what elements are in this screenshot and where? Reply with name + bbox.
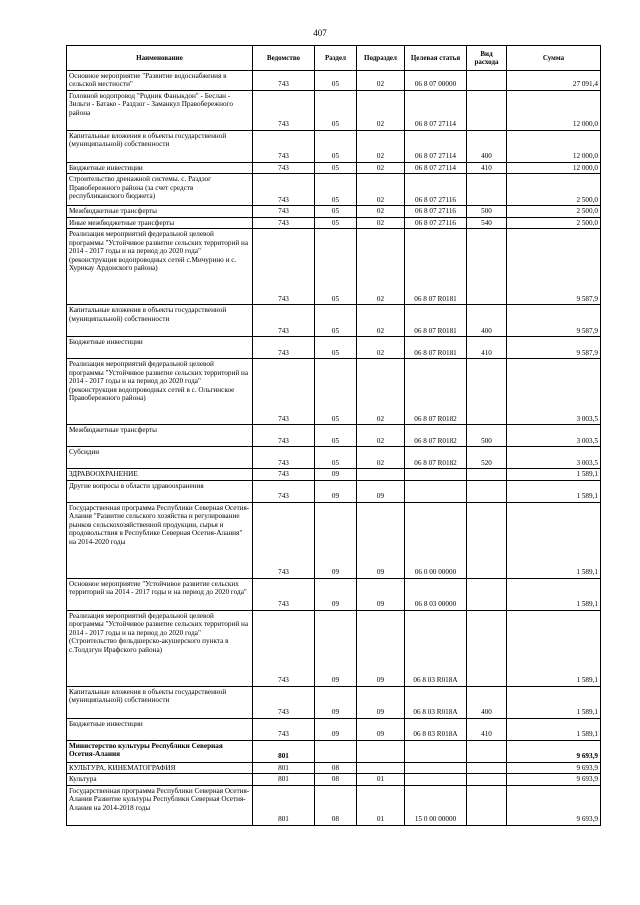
cell-vedomstvo: 743 [253, 578, 315, 610]
page-number: 407 [313, 28, 327, 38]
cell-podrazdel: 02 [357, 206, 405, 217]
cell-razdel: 05 [315, 90, 357, 130]
cell-name: Иные межбюджетные трансферты [67, 217, 253, 228]
header-statya: Целевая статья [405, 46, 467, 71]
cell-vedomstvo: 743 [253, 610, 315, 686]
cell-statya: 06 8 03 R018A [405, 610, 467, 686]
table-row [67, 740, 601, 762]
cell-vid: 400 [467, 130, 507, 162]
table-row [67, 502, 601, 578]
cell-vid: 500 [467, 425, 507, 447]
table-row [67, 762, 601, 773]
cell-razdel: 05 [315, 359, 357, 425]
cell-vedomstvo: 743 [253, 718, 315, 740]
cell-razdel: 05 [315, 305, 357, 337]
cell-razdel: 09 [315, 502, 357, 578]
cell-podrazdel: 09 [357, 578, 405, 610]
cell-razdel: 05 [315, 229, 357, 305]
cell-summa: 1 589,1 [507, 469, 601, 480]
cell-name: Головной водопровод "Родник Фаныкдон" - Беслан - Зильги - Батако - Раздзог - Заманкул Правобережного района [67, 90, 253, 130]
table-row [67, 686, 601, 718]
cell-vid: 410 [467, 162, 507, 173]
cell-name: Реализация мероприятий федеральной целевой программы "Устойчивое развитие сельских территорий на 2014 - 2017 годы и на период до 2020 года" (реконструкция водопроводных сетей в с. Ольгинское Правобережного района) [67, 359, 253, 425]
cell-vid: 520 [467, 447, 507, 469]
cell-vid [467, 610, 507, 686]
cell-name: Бюджетные инвестиции [67, 718, 253, 740]
cell-razdel: 05 [315, 130, 357, 162]
cell-name: Культура [67, 774, 253, 785]
cell-vid [467, 174, 507, 206]
cell-name: Капитальные вложения в объекты государственной (муниципальной) собственности [67, 305, 253, 337]
cell-vedomstvo: 743 [253, 229, 315, 305]
table-row [67, 718, 601, 740]
cell-vedomstvo: 743 [253, 305, 315, 337]
cell-razdel: 05 [315, 206, 357, 217]
cell-statya: 06 8 07 27116 [405, 217, 467, 228]
cell-podrazdel: 01 [357, 774, 405, 785]
cell-podrazdel: 09 [357, 686, 405, 718]
cell-podrazdel: 02 [357, 217, 405, 228]
cell-name: Бюджетные инвестиции [67, 162, 253, 173]
cell-vedomstvo: 743 [253, 502, 315, 578]
table-body [67, 71, 601, 826]
cell-vid [467, 762, 507, 773]
cell-vid [467, 71, 507, 91]
cell-vid [467, 480, 507, 502]
cell-podrazdel [357, 740, 405, 762]
cell-statya: 06 8 07 27114 [405, 90, 467, 130]
cell-summa: 12 000,0 [507, 162, 601, 173]
table-row [67, 229, 601, 305]
cell-razdel: 05 [315, 162, 357, 173]
cell-summa: 2 500,0 [507, 174, 601, 206]
cell-summa: 9 693,9 [507, 740, 601, 762]
cell-summa: 2 500,0 [507, 206, 601, 217]
cell-podrazdel: 02 [357, 71, 405, 91]
cell-name: Строительство дренажной системы. с. Раздзог Правобережного района (за счет средств республиканского бюджета) [67, 174, 253, 206]
cell-statya: 06 8 07 R0181 [405, 305, 467, 337]
cell-name: Основное мероприятие "Развитие водоснабжения в сельской местности" [67, 71, 253, 91]
table-row [67, 785, 601, 825]
cell-razdel: 05 [315, 337, 357, 359]
cell-statya: 06 8 07 R0182 [405, 359, 467, 425]
cell-statya: 06 8 03 R018A [405, 686, 467, 718]
cell-razdel: 05 [315, 425, 357, 447]
cell-summa: 1 589,1 [507, 480, 601, 502]
cell-summa: 9 587,9 [507, 229, 601, 305]
cell-name: Реализация мероприятий федеральной целевой программы "Устойчивое развитие сельских территорий на 2014 - 2017 годы и на период до 2020 года" (реконструкция водопроводных сетей с.Мичурино и с. Хурикау Ардонского района) [67, 229, 253, 305]
cell-statya [405, 469, 467, 480]
cell-razdel: 09 [315, 610, 357, 686]
table-row [67, 174, 601, 206]
cell-vid: 410 [467, 718, 507, 740]
table-row [67, 162, 601, 173]
header-vedomstvo: Ведомство [253, 46, 315, 71]
cell-vid: 500 [467, 206, 507, 217]
cell-vedomstvo: 743 [253, 447, 315, 469]
table-row [67, 425, 601, 447]
cell-vid: 410 [467, 337, 507, 359]
cell-statya: 06 8 07 00000 [405, 71, 467, 91]
table-row [67, 217, 601, 228]
cell-vid: 540 [467, 217, 507, 228]
table-row [67, 130, 601, 162]
cell-podrazdel: 02 [357, 305, 405, 337]
cell-name: ЗДРАВООХРАНЕНИЕ [67, 469, 253, 480]
cell-summa: 1 589,1 [507, 610, 601, 686]
cell-razdel: 09 [315, 480, 357, 502]
cell-name: КУЛЬТУРА, КИНЕМАТОГРАФИЯ [67, 762, 253, 773]
cell-podrazdel: 02 [357, 90, 405, 130]
table-row [67, 90, 601, 130]
cell-summa: 3 003,5 [507, 425, 601, 447]
cell-summa: 12 000,0 [507, 130, 601, 162]
cell-statya: 06 8 07 27114 [405, 130, 467, 162]
cell-podrazdel: 02 [357, 174, 405, 206]
cell-summa: 2 500,0 [507, 217, 601, 228]
cell-statya: 06 8 07 27114 [405, 162, 467, 173]
cell-vedomstvo: 743 [253, 359, 315, 425]
cell-statya: 15 0 00 00000 [405, 785, 467, 825]
table-row [67, 359, 601, 425]
cell-name: Капитальные вложения в объекты государственной (муниципальной) собственности [67, 130, 253, 162]
table-row [67, 610, 601, 686]
cell-vid [467, 469, 507, 480]
cell-summa: 1 589,1 [507, 686, 601, 718]
cell-vedomstvo: 743 [253, 337, 315, 359]
cell-summa: 9 693,9 [507, 785, 601, 825]
cell-name: Министерство культуры Республики Северная Осетия-Алания [67, 740, 253, 762]
cell-summa: 1 589,1 [507, 718, 601, 740]
cell-name: Межбюджетные трансферты [67, 425, 253, 447]
header-row [67, 46, 601, 71]
cell-vid [467, 774, 507, 785]
cell-vedomstvo: 801 [253, 774, 315, 785]
table-row [67, 206, 601, 217]
cell-vedomstvo: 743 [253, 130, 315, 162]
cell-vedomstvo: 743 [253, 480, 315, 502]
cell-podrazdel: 01 [357, 785, 405, 825]
cell-vid: 400 [467, 686, 507, 718]
cell-razdel: 09 [315, 578, 357, 610]
cell-statya [405, 762, 467, 773]
cell-summa: 27 091,4 [507, 71, 601, 91]
cell-vid [467, 785, 507, 825]
header-vid: Вид расхода [467, 46, 507, 71]
cell-vid [467, 578, 507, 610]
cell-vid [467, 229, 507, 305]
header-razdel: Раздел [315, 46, 357, 71]
table-row [67, 71, 601, 91]
cell-podrazdel: 02 [357, 130, 405, 162]
cell-summa: 1 589,1 [507, 578, 601, 610]
cell-summa: 3 003,5 [507, 359, 601, 425]
cell-summa: 9 693,9 [507, 774, 601, 785]
cell-name: Межбюджетные трансферты [67, 206, 253, 217]
cell-razdel: 05 [315, 71, 357, 91]
cell-summa: 9 587,9 [507, 337, 601, 359]
cell-name: Другие вопросы в области здравоохранения [67, 480, 253, 502]
cell-razdel: 09 [315, 686, 357, 718]
cell-vid: 400 [467, 305, 507, 337]
cell-statya: 06 8 07 27116 [405, 206, 467, 217]
cell-name: Капитальные вложения в объекты государственной (муниципальной) собственности [67, 686, 253, 718]
cell-podrazdel: 09 [357, 502, 405, 578]
cell-vid [467, 90, 507, 130]
cell-vid [467, 502, 507, 578]
cell-statya: 06 0 00 00000 [405, 502, 467, 578]
cell-vedomstvo: 801 [253, 740, 315, 762]
cell-vedomstvo: 743 [253, 206, 315, 217]
table-row [67, 337, 601, 359]
cell-vid [467, 359, 507, 425]
cell-podrazdel: 02 [357, 162, 405, 173]
cell-podrazdel: 02 [357, 337, 405, 359]
cell-name: Государственная программа Республики Северная Осетия-Алания "Развитие сельского хозяйства и регулирование рынков сельскохозяйственной продукции, сырья и продовольствия в Республике Северная Осетия-Алания" на 2014-2020 годы [67, 502, 253, 578]
cell-statya: 06 8 07 R0182 [405, 425, 467, 447]
cell-summa: 9 693,9 [507, 762, 601, 773]
header-podrazdel: Подраздел [357, 46, 405, 71]
cell-summa: 12 000,0 [507, 90, 601, 130]
cell-podrazdel: 09 [357, 718, 405, 740]
cell-statya [405, 774, 467, 785]
cell-razdel [315, 740, 357, 762]
cell-vedomstvo: 801 [253, 785, 315, 825]
cell-razdel: 09 [315, 469, 357, 480]
cell-razdel: 08 [315, 774, 357, 785]
cell-podrazdel: 09 [357, 610, 405, 686]
cell-statya: 06 8 03 00000 [405, 578, 467, 610]
table-row [67, 469, 601, 480]
cell-podrazdel [357, 469, 405, 480]
cell-vedomstvo: 743 [253, 686, 315, 718]
cell-razdel: 05 [315, 217, 357, 228]
header-name: Наименование [67, 46, 253, 71]
cell-statya [405, 740, 467, 762]
cell-summa: 3 003,5 [507, 447, 601, 469]
cell-name: Основное мероприятие "Устойчивое развитие сельских территорий на 2014 - 2017 годы и на период до 2020 года" [67, 578, 253, 610]
cell-vedomstvo: 743 [253, 469, 315, 480]
cell-podrazdel: 02 [357, 447, 405, 469]
cell-name: Субсидии [67, 447, 253, 469]
cell-vedomstvo: 743 [253, 71, 315, 91]
cell-vedomstvo: 801 [253, 762, 315, 773]
cell-statya: 06 8 03 R018A [405, 718, 467, 740]
table-row [67, 305, 601, 337]
cell-razdel: 08 [315, 762, 357, 773]
cell-podrazdel: 09 [357, 480, 405, 502]
cell-podrazdel: 02 [357, 425, 405, 447]
cell-razdel: 05 [315, 447, 357, 469]
cell-podrazdel: 02 [357, 229, 405, 305]
table-row [67, 480, 601, 502]
cell-name: Бюджетные инвестиции [67, 337, 253, 359]
cell-vedomstvo: 743 [253, 217, 315, 228]
cell-statya: 06 8 07 27116 [405, 174, 467, 206]
table-row [67, 774, 601, 785]
cell-vedomstvo: 743 [253, 174, 315, 206]
table-row [67, 447, 601, 469]
cell-statya [405, 480, 467, 502]
cell-vid [467, 740, 507, 762]
cell-statya: 06 8 07 R0182 [405, 447, 467, 469]
budget-table [66, 45, 601, 826]
cell-podrazdel [357, 762, 405, 773]
cell-razdel: 08 [315, 785, 357, 825]
cell-razdel: 05 [315, 174, 357, 206]
cell-statya: 06 8 07 R0181 [405, 229, 467, 305]
cell-summa: 1 589,1 [507, 502, 601, 578]
cell-vedomstvo: 743 [253, 162, 315, 173]
cell-vedomstvo: 743 [253, 425, 315, 447]
cell-name: Реализация мероприятий федеральной целевой программы "Устойчивое развитие сельских территорий на 2014 - 2017 годы и на период до 2020 года" (Строительство фельдшерско-акушерского пункта в с.Толдзгун Ирафского района) [67, 610, 253, 686]
cell-razdel: 09 [315, 718, 357, 740]
cell-podrazdel: 02 [357, 359, 405, 425]
cell-statya: 06 8 07 R0181 [405, 337, 467, 359]
cell-name: Государственная программа Республики Северная Осетия-Алания Развитие культуры Республики Северная Осетия-Алания на 2014-2018 годы [67, 785, 253, 825]
cell-vedomstvo: 743 [253, 90, 315, 130]
header-summa: Сумма [507, 46, 601, 71]
cell-summa: 9 587,9 [507, 305, 601, 337]
table-row [67, 578, 601, 610]
